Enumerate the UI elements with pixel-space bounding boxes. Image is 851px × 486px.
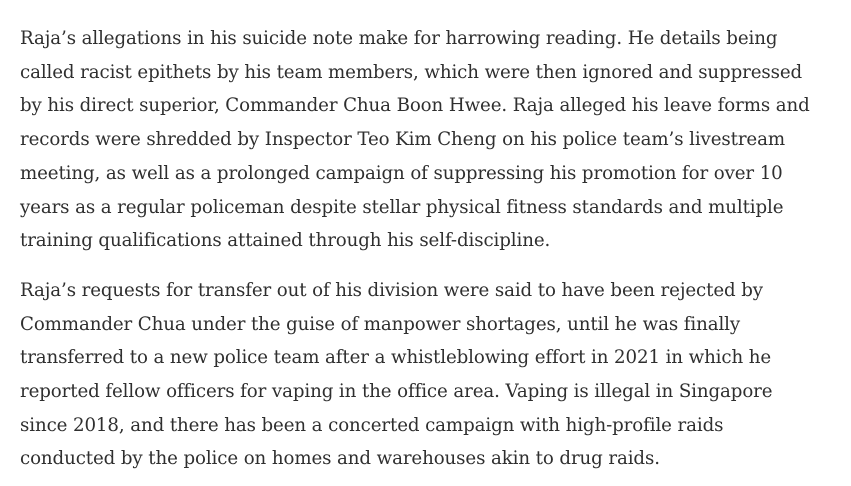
article-paragraph: Raja’s allegations in his suicide note make for harrowing reading. He details being called racist epithets by his team members, which were then ignored and suppressed by his direct superior, Commander Chua Boon Hwee. Raja alleged his leave forms and records were shredded by Inspector Teo Kim Cheng on his police team’s livestream meeting, as well as a prolonged campaign of suppressing his promotion for over 10 years as a regular policeman despite stellar physical fitness standards and multiple training qualifications attained through his self-discipline. [20,28,810,252]
article-paragraph: Raja’s requests for transfer out of his division were said to have been rejected by Commander Chua under the guise of manpower shortages, until he was finally transferred to a new police team after a whistleblowing effort in 2021 in which he reported fellow officers for vaping in the office area. Vaping is illegal in Singapore since 2018, and there has been a concerted campaign with high-profile raids conducted by the police on homes and warehouses akin to drug raids. [20,279,773,470]
